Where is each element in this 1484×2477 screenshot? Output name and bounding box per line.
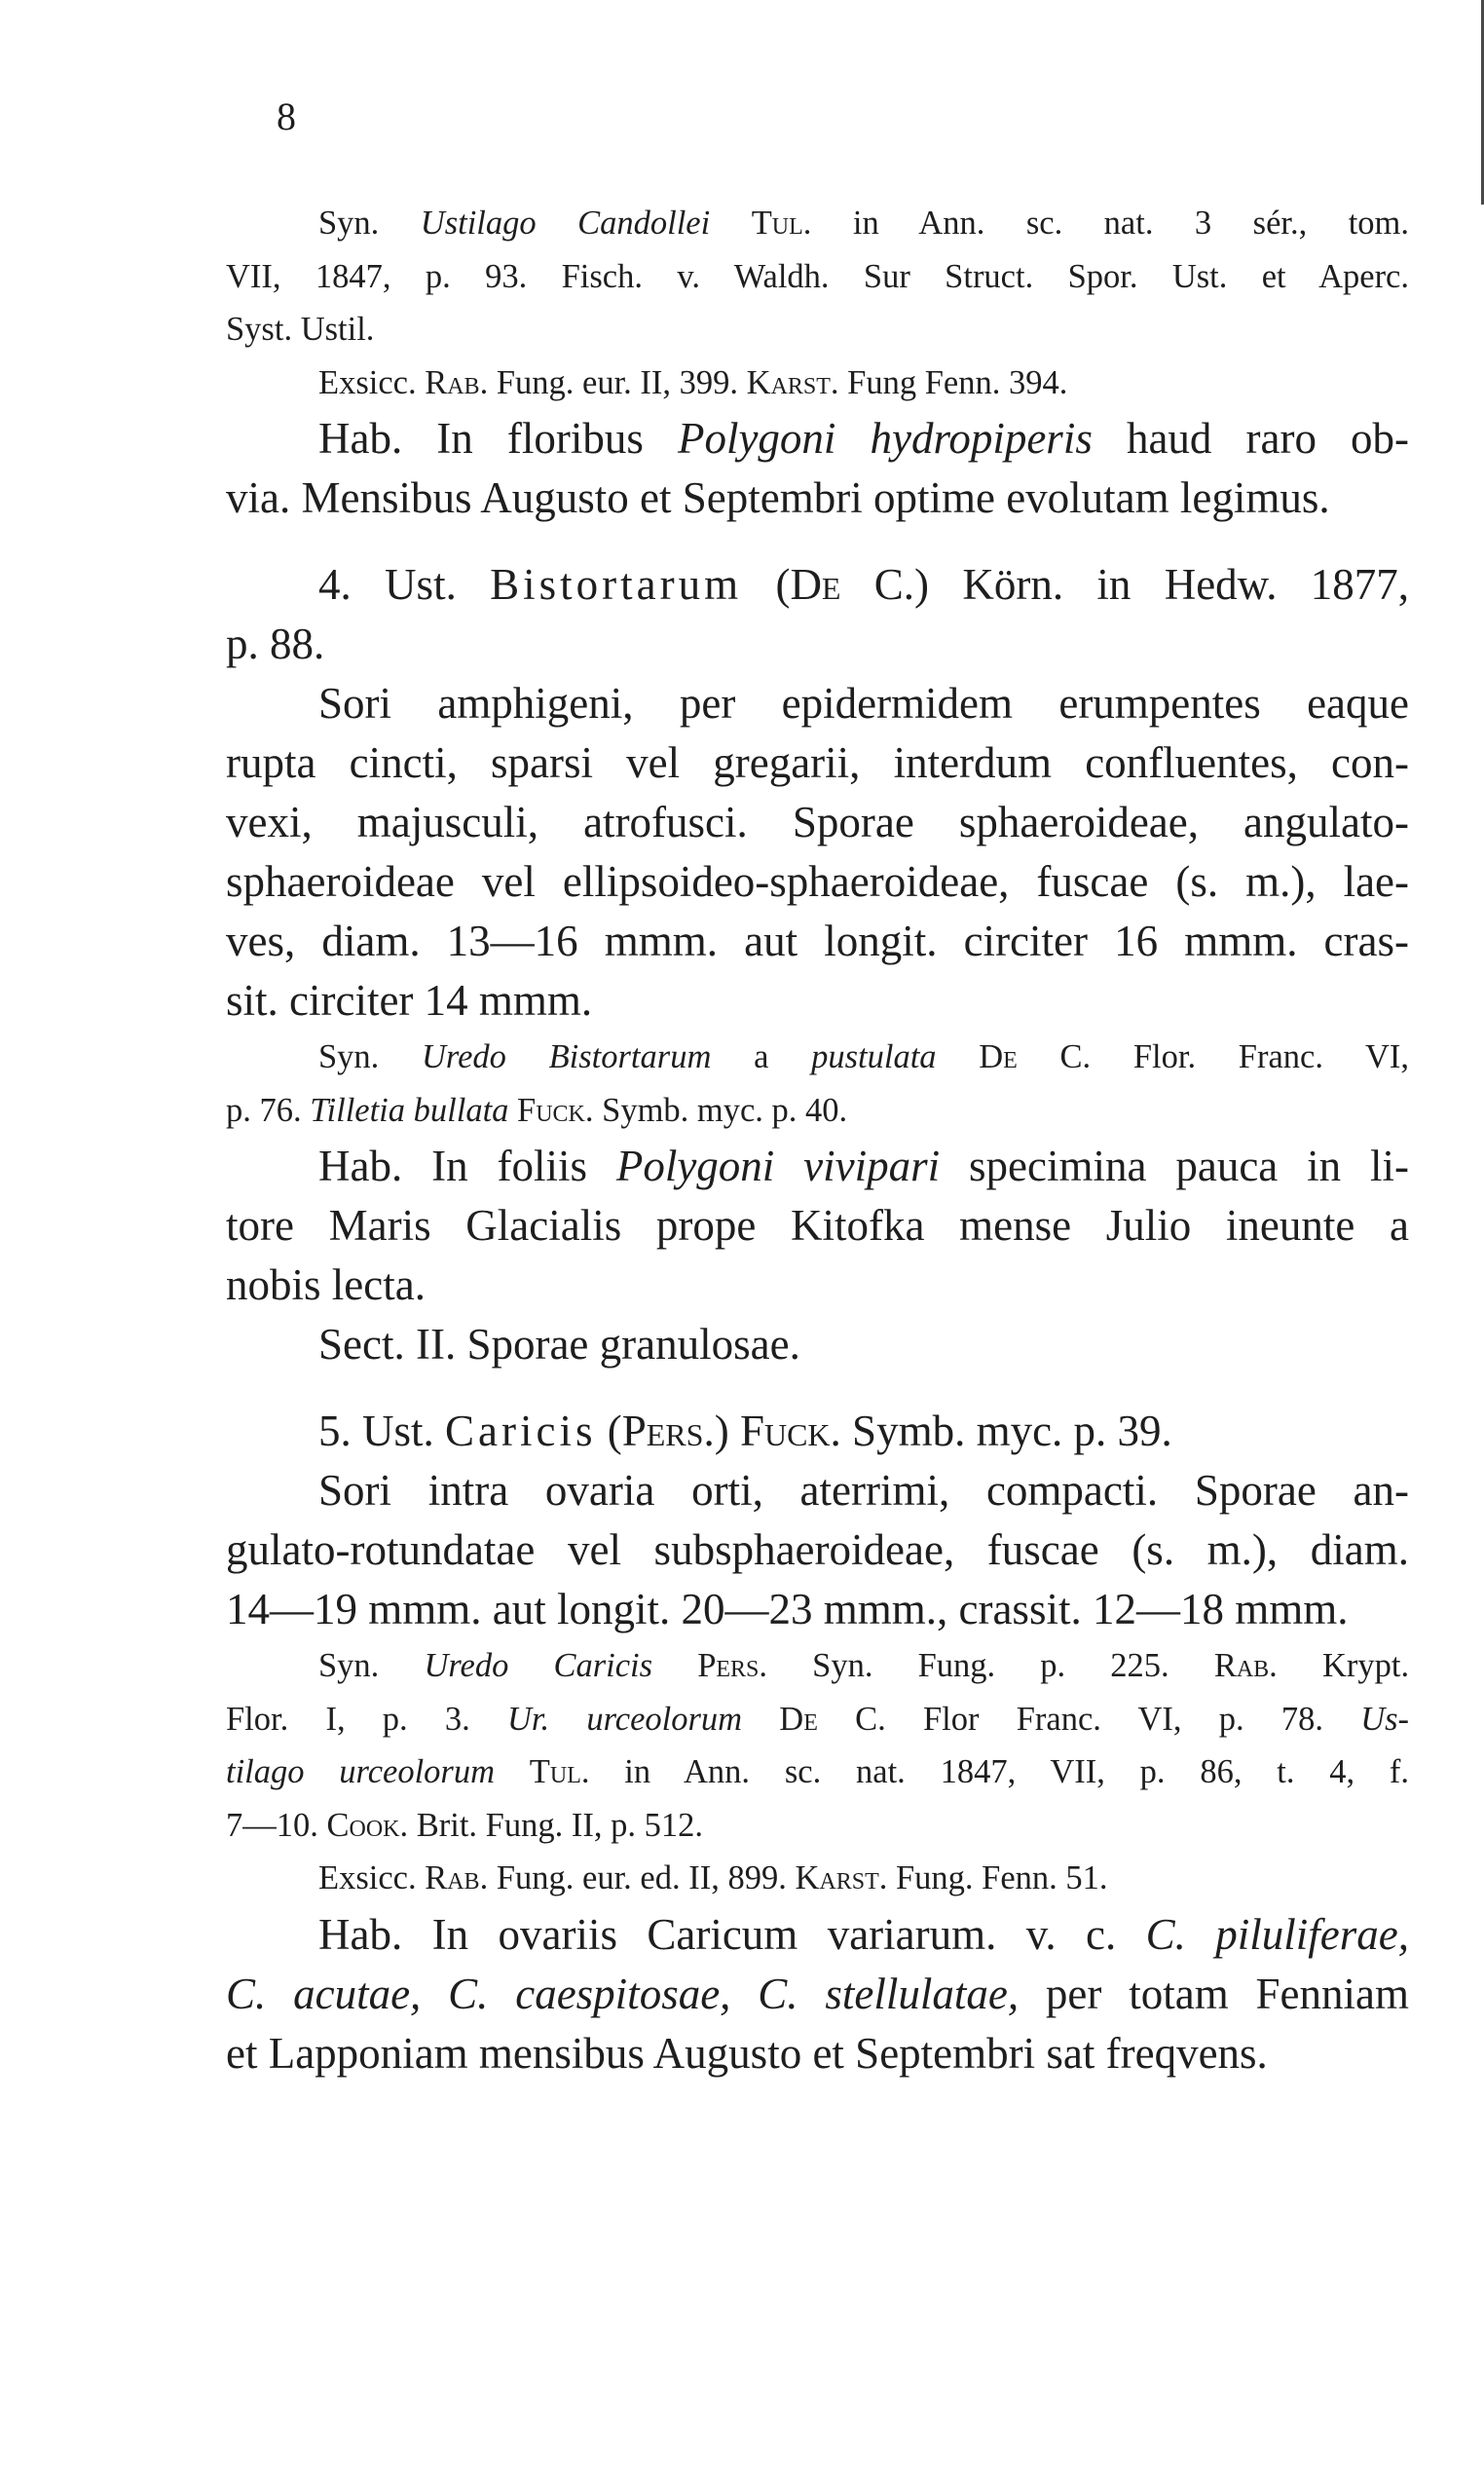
page-number: 8 <box>277 94 296 138</box>
text-line: Hab. In floribus Polygoni hydropiperis haud raro ob- <box>318 414 1410 463</box>
text-line: ves, diam. 13—16 mmm. aut longit. circiter 16 mmm. cras- <box>226 917 1409 965</box>
habitat-paragraph <box>226 1905 1409 2083</box>
synonymy-block <box>226 1639 1409 1852</box>
text-line: et Lapponiam mensibus Augusto et Septembri sat freqvens. <box>226 2028 1268 2078</box>
text-line: Sori intra ovaria orti, aterrimi, compacti. Sporae an- <box>318 1466 1409 1515</box>
text-line: Sori amphigeni, per epidermidem erumpentes eaque <box>318 679 1409 728</box>
synonymy-block <box>226 1031 1409 1137</box>
text-line: C. acutae, C. caespitosae, C. stellulatae, per totam Fenniam <box>226 1969 1410 2018</box>
text-line: via. Mensibus Augusto et Septembri optime evolutam legimus. <box>226 473 1330 522</box>
text-line: gulato-rotundatae vel subsphaeroideae, fuscae (s. m.), diam. <box>226 1525 1409 1574</box>
text-line: 7—10. Cook. Brit. Fung. II, p. 512. <box>226 1806 703 1844</box>
section-heading: Sect. II. Sporae granulosae. <box>318 1320 800 1369</box>
text-line: Hab. In ovariis Caricum variarum. v. c. C. piluliferae, <box>318 1909 1410 1959</box>
species-description <box>226 1461 1409 1639</box>
text-line: sphaeroideae vel ellipsoideo-sphaeroideae, fuscae (s. m.), lae- <box>226 857 1409 906</box>
text-line: vexi, majusculi, atrofusci. Sporae sphaeroideae, angulato- <box>226 798 1409 846</box>
text-line: Syn. Uredo Bistortarum a pustulata De C. Flor. Franc. VI, <box>318 1038 1410 1075</box>
synonymy-block <box>226 197 1409 357</box>
text-line: Syst. Ustil. <box>226 311 375 348</box>
exsiccatae-line: Exsicc. Rab. Fung. eur. ed. II, 899. Karst. Fung. Fenn. 51. <box>318 1859 1108 1896</box>
habitat-paragraph <box>226 409 1409 528</box>
text-line: p. 88. <box>226 619 325 668</box>
text-line: VII, 1847, p. 93. Fisch. v. Waldh. Sur Struct. Spor. Ust. et Aperc. <box>226 257 1409 295</box>
exsiccatae-line: Exsicc. Rab. Fung. eur. II, 399. Karst. Fung Fenn. 394. <box>318 363 1068 401</box>
text-line: rupta cincti, sparsi vel gregarii, interdum confluentes, con- <box>226 738 1409 787</box>
text-line: tore Maris Glacialis prope Kitofka mense Julio ineunte a <box>226 1201 1409 1250</box>
text-line: sit. circiter 14 mmm. <box>226 976 593 1025</box>
species-heading: 5. Ust. Caricis (Pers.) Fuck. Symb. myc. p. 39. <box>318 1407 1172 1455</box>
text-line: Hab. In foliis Polygoni vivipari specimina pauca in li- <box>318 1142 1410 1190</box>
text-line: Syn. Ustilago Candollei Tul. in Ann. sc. nat. 3 sér., tom. <box>318 205 1410 242</box>
species-heading <box>226 555 1409 674</box>
text-line: 14—19 mmm. aut longit. 20—23 mmm., crassit. 12—18 mmm. <box>226 1585 1349 1633</box>
text-line: tilago urceolorum Tul. in Ann. sc. nat. 1847, VII, p. 86, t. 4, f. <box>226 1753 1410 1790</box>
page-text <box>226 197 1409 2083</box>
species-description <box>226 674 1409 1031</box>
text-line: nobis lecta. <box>226 1260 426 1309</box>
text-line: Flor. I, p. 3. Ur. urceolorum De C. Flor Franc. VI, p. 78. Us- <box>226 1700 1410 1738</box>
text-line: p. 76. Tilletia bullata Fuck. Symb. myc. p. 40. <box>226 1091 848 1129</box>
habitat-paragraph <box>226 1137 1409 1315</box>
text-line: 4. Ust. Bistortarum (De C.) Körn. in Hedw. 1877, <box>318 560 1410 609</box>
text-line: Syn. Uredo Caricis Pers. Syn. Fung. p. 225. Rab. Krypt. <box>318 1647 1410 1684</box>
